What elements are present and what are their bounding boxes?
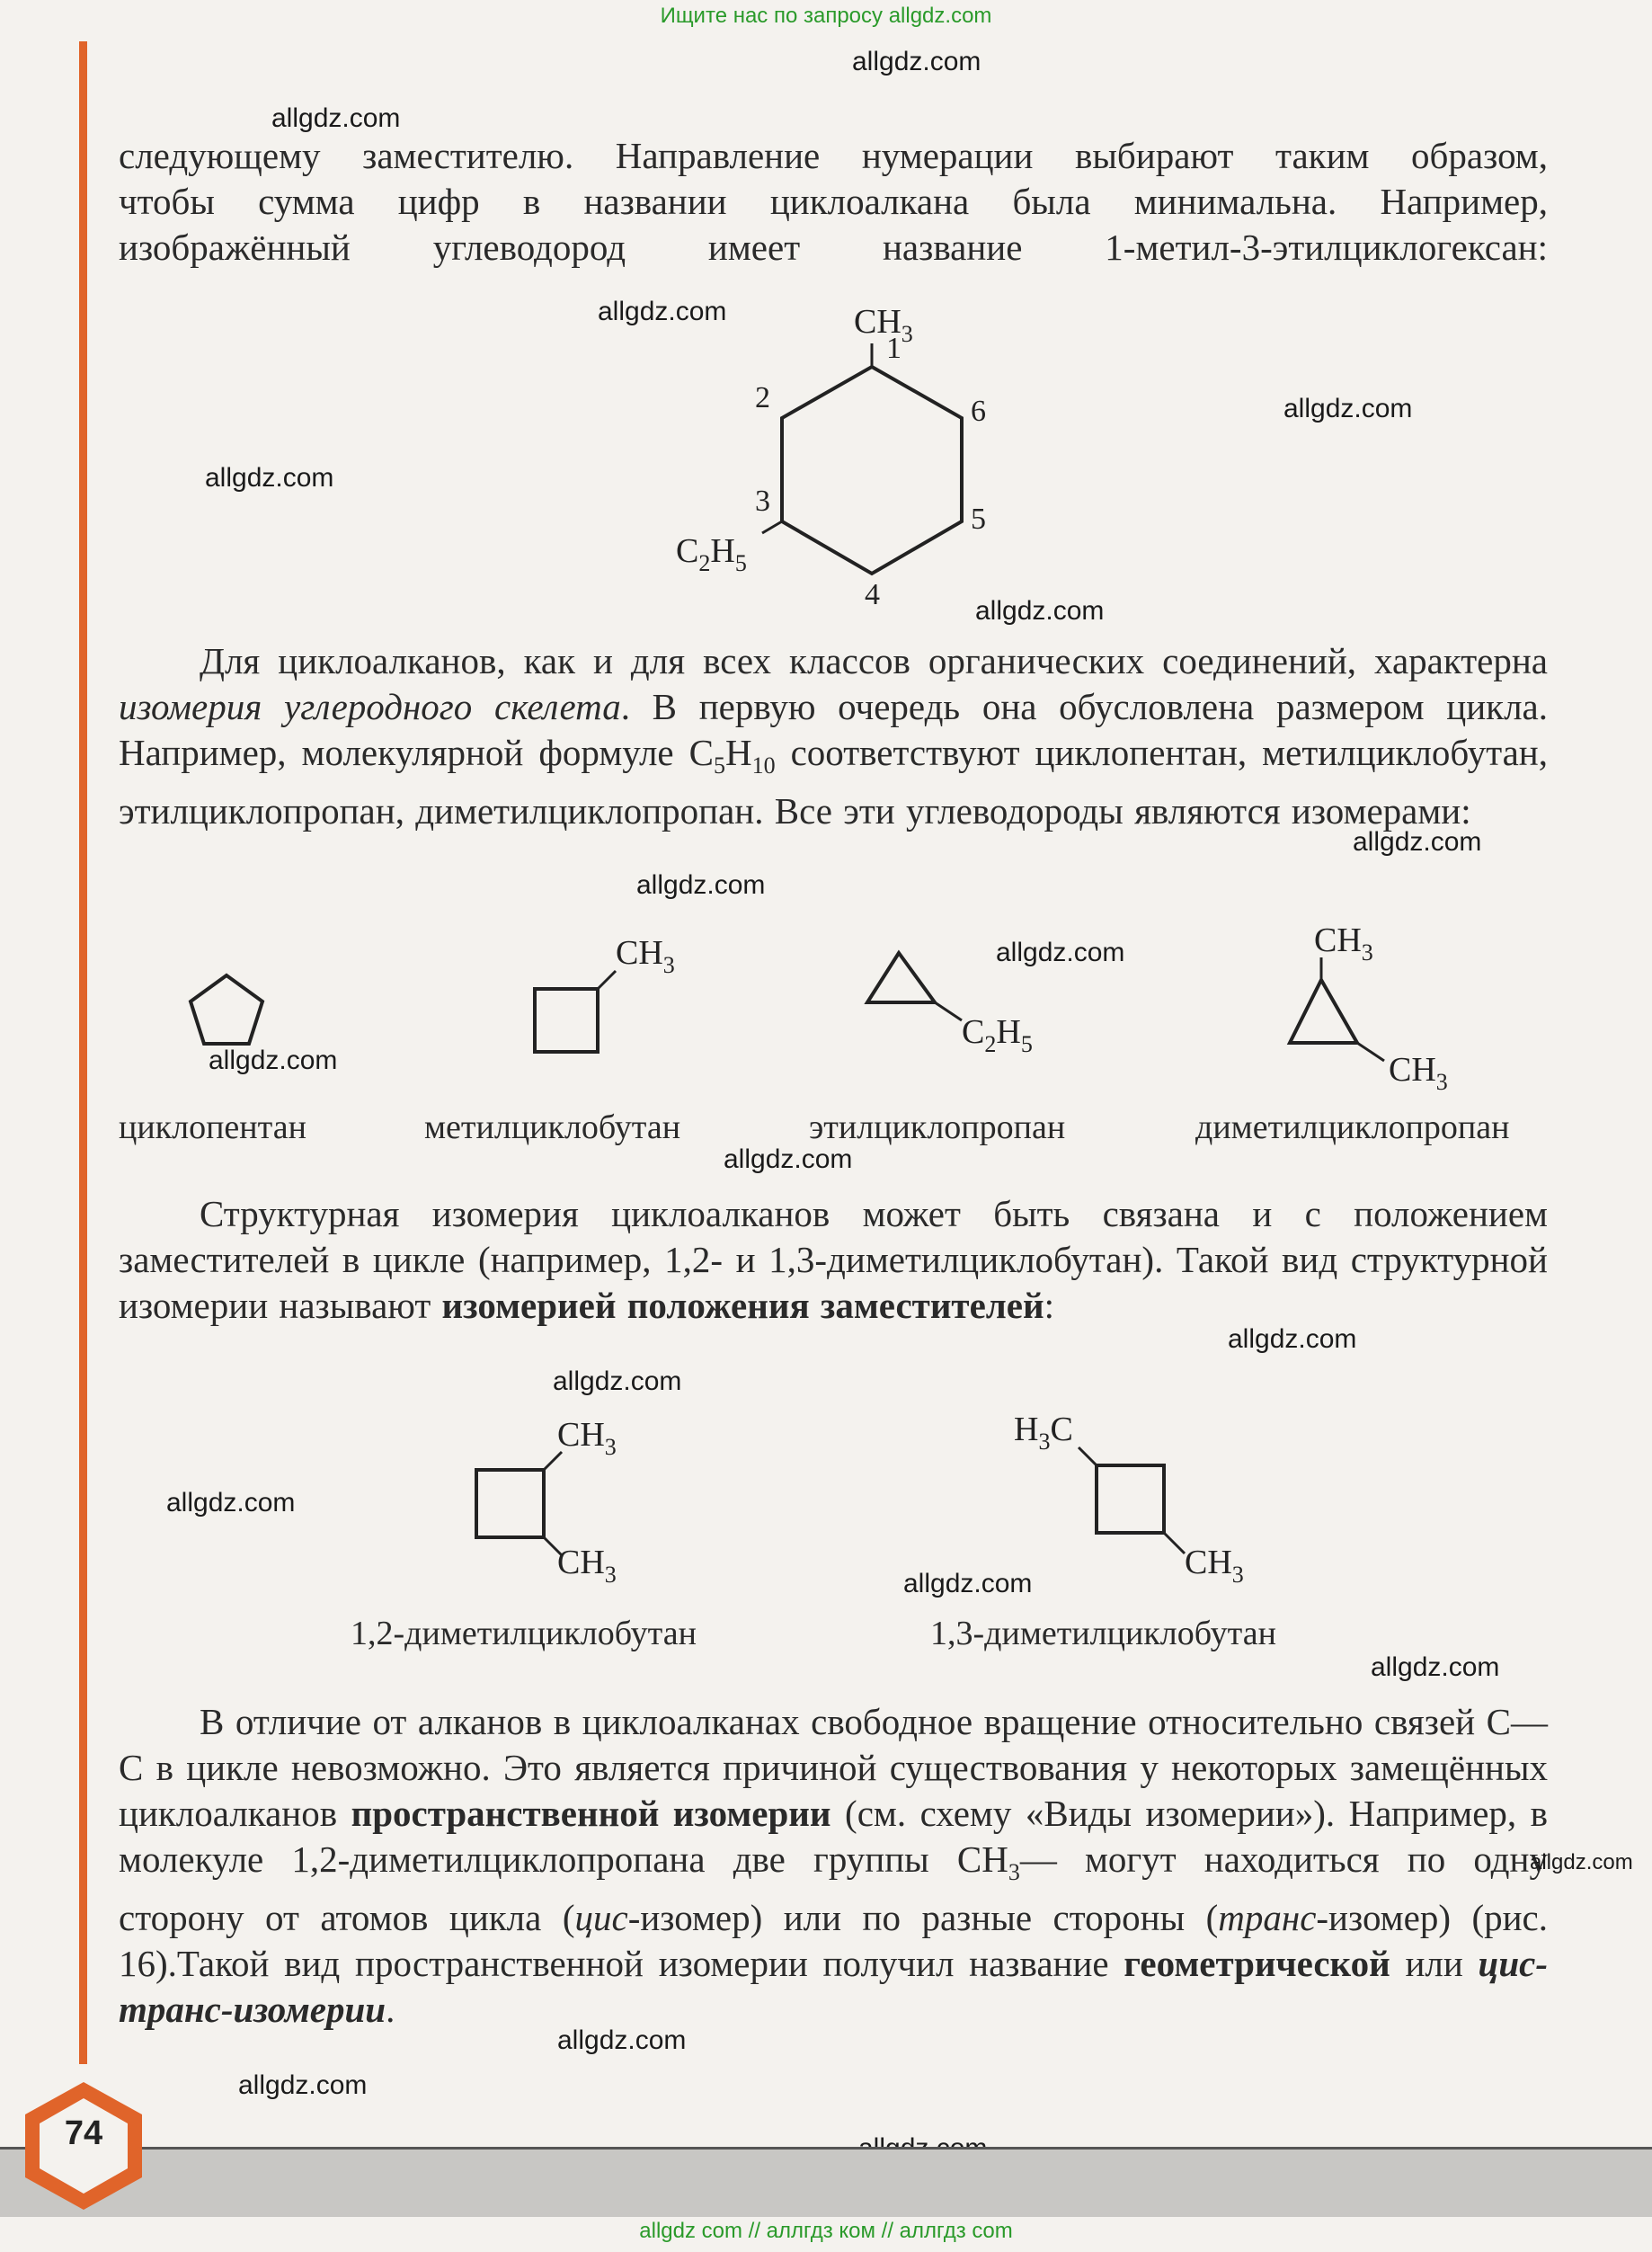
watermark: allgdz.com bbox=[205, 463, 334, 493]
term-trans: транс bbox=[1218, 1897, 1317, 1939]
methyl-top-label: $CH_3$ bbox=[1314, 921, 1373, 966]
dimethylcyclopropane-ring bbox=[1290, 980, 1357, 1043]
caption-dimethylcyclopropane: диметилциклопропан bbox=[1195, 1108, 1510, 1146]
term-cis: цис bbox=[574, 1897, 628, 1939]
p1-line2: чтобы сумма цифр в названии циклоалкана была минимальна. Например, bbox=[119, 181, 1548, 222]
ch3-12-top: $CH_3$ bbox=[557, 1416, 617, 1460]
num-2: 2 bbox=[755, 381, 770, 414]
hexane-ring bbox=[782, 367, 962, 574]
methyl-label: $CH_3$ bbox=[616, 934, 675, 978]
ch3-label: $CH_3$ bbox=[854, 303, 913, 347]
watermark: allgdz.com bbox=[1353, 827, 1482, 857]
num-3: 3 bbox=[755, 485, 770, 518]
footer-bar bbox=[0, 2147, 1652, 2217]
p1-line3: изображённый углеводород имеет название 1-метил-3-этилциклогексан: bbox=[119, 227, 1548, 268]
term-skeleton-isomerism: изомерия углеродного скелета bbox=[119, 686, 621, 727]
term-cis-trans: цис-транс-изомерии bbox=[119, 1943, 1549, 2031]
caption-cyclopentane: циклопентан bbox=[119, 1108, 306, 1146]
paragraph-3: Структурная изомерия циклоалканов может быть связана и с положением заместителей в цикле (например, 1,2- и 1,3-диметилциклобутан). Такой вид структурной изомерии называют изомерией положения заместителей: bbox=[119, 1193, 1548, 1326]
num-4: 4 bbox=[865, 578, 880, 611]
watermark: allgdz.com bbox=[975, 596, 1105, 626]
margin-rule bbox=[79, 41, 87, 2064]
ethyl-label: $C_2H_5$ bbox=[962, 1013, 1033, 1057]
watermark: allgdz.com bbox=[1228, 1324, 1357, 1354]
caption-ethylcyclopropane: этилциклопропан bbox=[809, 1108, 1066, 1146]
watermark-top: Ищите нас по запросу allgdz.com bbox=[660, 4, 992, 28]
num-6: 6 bbox=[971, 395, 986, 428]
watermark: allgdz.com bbox=[636, 870, 766, 900]
cyclobutane-12-ring bbox=[476, 1470, 544, 1537]
term-spatial-isomerism: пространственной изомерии bbox=[351, 1793, 831, 1834]
caption-13-dimethylcyclobutane: 1,3-диметилциклобутан bbox=[930, 1615, 1276, 1652]
watermark: allgdz.com bbox=[553, 1366, 682, 1396]
watermark-bottom: allgdz com // аллгдз ком // аллгдз com bbox=[639, 2219, 1013, 2243]
watermark: allgdz.com bbox=[1530, 1850, 1633, 1874]
paragraph-4: В отличие от алканов в циклоалканах свободное вращение относительно связей C—C в цикле невозможно. Это является причиной существования у некоторых замещённых циклоалканов пространственной изомерии (см. схему «Виды изомерии»). Например, в молекуле 1,2-диметилциклопропана две группы $CH_3—$ могут находиться по одну сторону от атомов цикла (цис-изомер) или по разные стороны (транс-изомер) (рис. 16).Такой вид пространственной изомерии получил название геометрической или цис-транс-изомерии. bbox=[119, 1701, 1549, 2031]
c2h5-label: $C_2H_5$ bbox=[676, 532, 747, 576]
cyclobutane-13-ring bbox=[1097, 1465, 1164, 1533]
caption-12-dimethylcyclobutane: 1,2-диметилциклобутан bbox=[351, 1615, 697, 1652]
watermark: allgdz.com bbox=[724, 1144, 853, 1174]
caption-methylcyclobutane: метилциклобутан bbox=[424, 1108, 681, 1146]
p1-line1: следующему заместителю. Направление нумерации выбирают таким образом, bbox=[119, 135, 1548, 176]
watermark: allgdz.com bbox=[903, 1569, 1033, 1598]
h3c-13-top: $H_3C$ bbox=[1014, 1411, 1073, 1455]
num-5: 5 bbox=[971, 503, 986, 536]
cyclobutane-ring bbox=[535, 989, 598, 1052]
paragraph-2: Для циклоалканов, как и для всех классов органических соединений, характерна изомерия углеродного скелета. В первую очередь она обусловлена размером цикла. Например, молекулярной формуле $C_5H_{10}$ соответствуют циклопентан, метилциклобутан, этилциклопропан, диметилциклопропан. Все эти углеводороды являются изомерами: bbox=[119, 640, 1549, 832]
watermark: allgdz.com bbox=[166, 1488, 296, 1518]
methyl-bottom-label: $CH_3$ bbox=[1389, 1051, 1448, 1095]
ch3-13-bottom: $CH_3$ bbox=[1185, 1544, 1244, 1588]
watermark: allgdz.com bbox=[238, 2070, 368, 2100]
watermark: allgdz.com bbox=[209, 1046, 338, 1075]
watermark: allgdz.com bbox=[271, 103, 401, 133]
page-number: 74 bbox=[64, 2114, 103, 2152]
methylethylcyclohexane-structure bbox=[665, 288, 1043, 629]
cyclopropane-ring bbox=[867, 953, 935, 1002]
watermark: allgdz.com bbox=[1371, 1652, 1500, 1682]
watermark: allgdz.com bbox=[852, 47, 981, 76]
ch3-12-bottom: $CH_3$ bbox=[557, 1544, 617, 1588]
cyclopentane-ring bbox=[191, 975, 262, 1044]
watermark: allgdz.com bbox=[598, 297, 727, 326]
term-position-isomerism: изомерией положения заместителей bbox=[441, 1285, 1044, 1326]
watermark: allgdz.com bbox=[996, 938, 1125, 967]
watermark: allgdz.com bbox=[557, 2025, 687, 2055]
watermark: allgdz.com bbox=[1283, 394, 1413, 423]
dimethylcyclobutanes bbox=[449, 1402, 1348, 1600]
num-1: 1 bbox=[886, 332, 901, 365]
paragraph-1 bbox=[119, 133, 1548, 271]
term-geometric: геометрической bbox=[1124, 1943, 1390, 1985]
c5h10-isomers bbox=[171, 917, 1573, 1115]
